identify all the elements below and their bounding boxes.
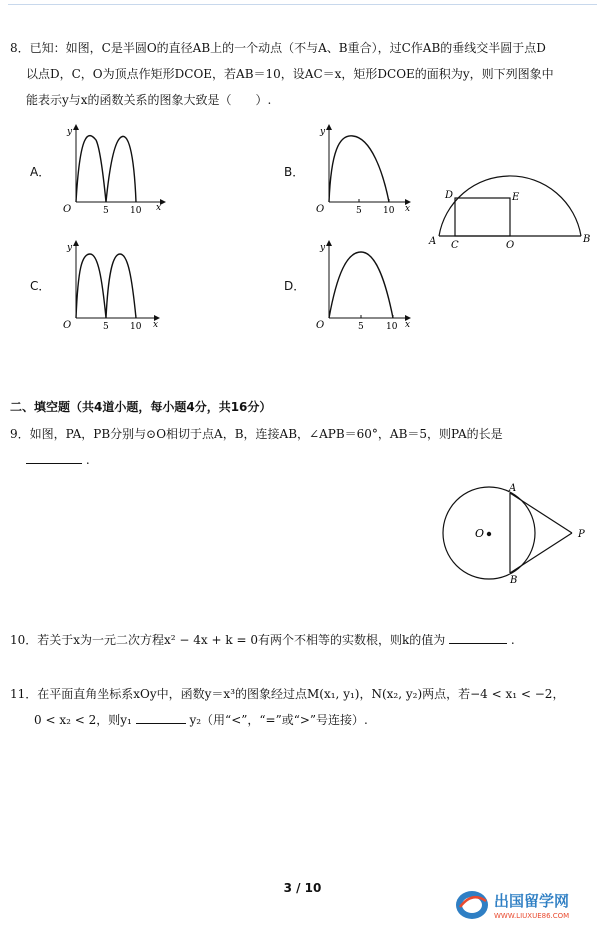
graph-a-xlabel: x [156, 203, 162, 213]
graph-b-tick5: 5 [356, 206, 362, 214]
semicircle-figure [425, 160, 595, 252]
q11-line2-b: y₂（用“<”，“=”或“>”号连接）. [189, 713, 368, 727]
fig8-label-d: D [445, 190, 454, 201]
q10-answer-blank[interactable] [449, 643, 507, 644]
graph-c-tick5: 5 [103, 322, 109, 330]
graph-b-origin: O [316, 204, 325, 214]
option-a-label: A． [30, 165, 51, 179]
graph-b-tick10: 10 [383, 206, 395, 214]
fig8-label-a: A [429, 236, 437, 247]
fig8-label-c: C [451, 240, 459, 251]
graph-c-tick10: 10 [130, 322, 142, 330]
q11-line2 [34, 712, 368, 728]
graph-a [60, 122, 170, 214]
graph-d-xlabel: x [405, 320, 411, 330]
q11-line2-a: 0 < x₂ < 2，则y₁ [34, 713, 132, 727]
graph-c-ylabel: y [67, 243, 73, 253]
fig9-label-b: B [510, 575, 518, 586]
fig9-label-o: O [475, 527, 485, 540]
fig8-label-b: B [583, 234, 591, 245]
graph-a-origin: O [63, 204, 72, 214]
q11-line1: 11．在平面直角坐标系xOy中，函数y＝x³的图象经过点M(x₁, y₁)，N(x₂, y₂)两点，若−4 < x₁ < −2， [10, 687, 565, 701]
q10-line [10, 632, 515, 648]
q8-line3: 能表示y与x的函数关系的图象大致是（ ）. [26, 93, 272, 107]
logo-cn: 出国留学网 [494, 892, 570, 910]
option-d-label: D． [284, 279, 306, 293]
graph-c-origin: O [63, 320, 72, 330]
q8-line1: 8．已知：如图，C是半圆O的直径AB上的一个动点（不与A、B重合），过C作AB的垂线交半圆于点D [10, 41, 546, 55]
graph-d-tick10: 10 [386, 322, 398, 330]
graph-c-xlabel: x [153, 320, 159, 330]
section-heading: 二、填空题（共4道小题，每小题4分，共16分） [10, 400, 272, 414]
option-c-label: C． [30, 279, 51, 293]
q9-line1: 9．如图，PA，PB分别与⊙O相切于点A，B，连接AB，∠APB＝60°，AB＝5，则PA的长是 [10, 427, 503, 441]
page-number: 3 / 10 [283, 881, 322, 895]
q9-answer-blank[interactable] [26, 463, 82, 464]
logo-en: WWW.LIUXUE86.COM [494, 912, 570, 920]
q11-answer-blank[interactable] [136, 723, 186, 724]
q9-line2 [26, 452, 90, 468]
option-b-label: B． [284, 165, 305, 179]
graph-d-tick5: 5 [358, 322, 364, 330]
top-rule [8, 4, 597, 5]
graph-d-ylabel: y [320, 243, 326, 253]
graph-b-ylabel: y [320, 127, 326, 137]
graph-a-tick5: 5 [103, 206, 109, 214]
site-logo [454, 887, 604, 923]
q8-line2: 以点D，C，O为顶点作矩形DCOE，若AB＝10，设AC＝x，矩形DCOE的面积为y，则下列图象中 [26, 67, 554, 81]
fig9-label-a: A [509, 483, 517, 494]
tangent-figure [440, 480, 595, 586]
fig8-label-e: E [512, 192, 520, 203]
graph-d [313, 238, 423, 330]
graph-c [60, 238, 170, 330]
graph-d-origin: O [316, 320, 325, 330]
q9-line2-end: . [85, 453, 90, 467]
graph-a-tick10: 10 [130, 206, 142, 214]
fig9-label-p: P [578, 529, 585, 540]
graph-b-xlabel: x [405, 204, 411, 214]
q10-end: . [510, 633, 515, 647]
graph-b [313, 122, 423, 214]
q10-text: 10．若关于x为一元二次方程x² − 4x + k = 0有两个不相等的实数根，则k的值为 [10, 633, 446, 647]
graph-a-ylabel: y [67, 127, 73, 137]
logo-graphic [454, 887, 604, 923]
fig8-label-o: O [506, 240, 515, 251]
